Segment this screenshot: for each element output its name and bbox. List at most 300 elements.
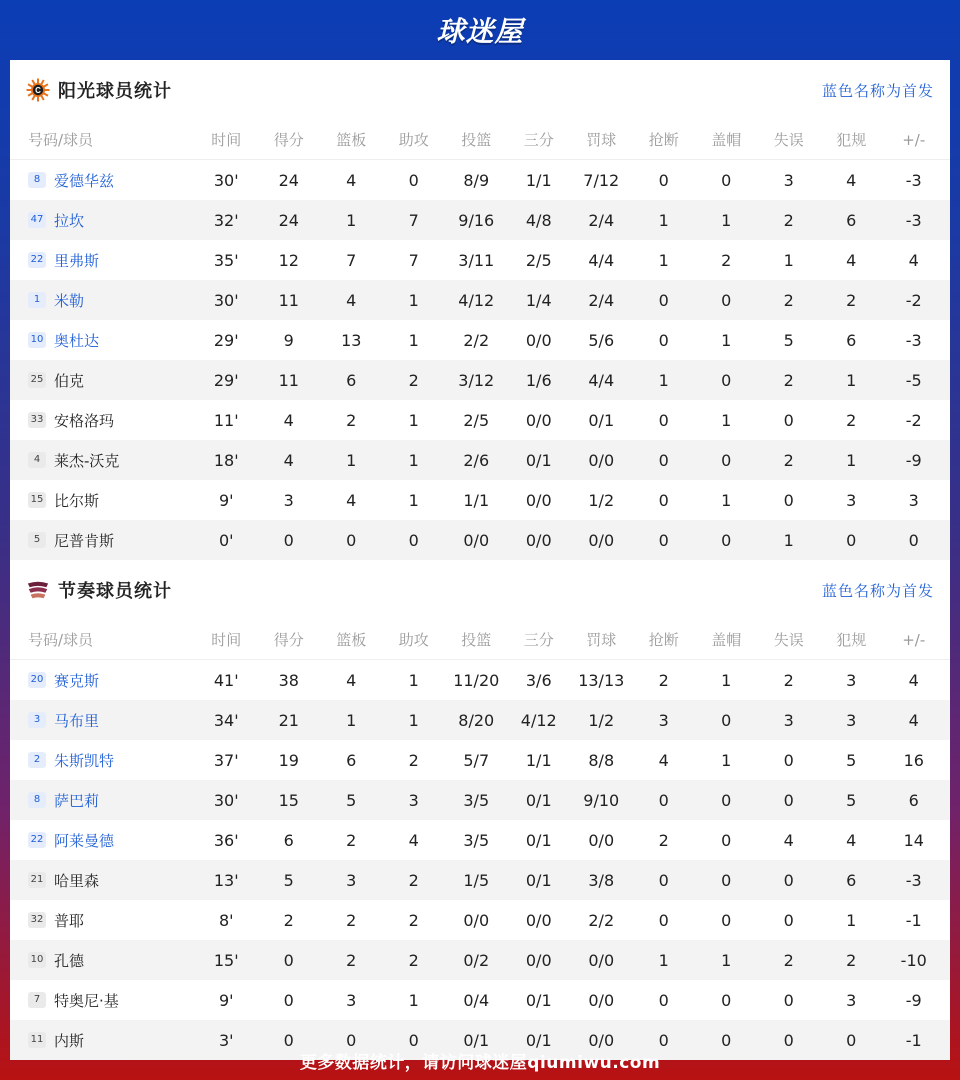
stat-cell: 0/1 bbox=[525, 830, 552, 850]
jersey-number: 11 bbox=[28, 1032, 46, 1048]
table-row bbox=[10, 940, 950, 980]
stat-cell: 1 bbox=[846, 370, 857, 390]
stat-cell: 13' bbox=[213, 870, 239, 890]
player-cell bbox=[10, 330, 195, 351]
column-header: 犯规 bbox=[836, 631, 867, 649]
jersey-number: 47 bbox=[28, 212, 46, 228]
stat-cell: 4 bbox=[283, 410, 294, 430]
stat-cell: 2 bbox=[783, 450, 794, 470]
stat-cell: 1 bbox=[346, 450, 357, 470]
stat-cell: 1 bbox=[408, 990, 419, 1010]
table-row bbox=[10, 520, 950, 560]
stat-cell: 0 bbox=[783, 870, 794, 890]
stat-cell: 1 bbox=[346, 210, 357, 230]
stat-cell: 1/1 bbox=[525, 170, 552, 190]
stat-cell: 24 bbox=[278, 170, 299, 190]
stat-cell: 19 bbox=[278, 750, 299, 770]
stat-cell: 6 bbox=[346, 370, 357, 390]
stat-cell: 1 bbox=[346, 710, 357, 730]
stat-cell: 3 bbox=[658, 710, 669, 730]
player-name: 特奥尼·基 bbox=[54, 991, 119, 1010]
jersey-number: 32 bbox=[28, 912, 46, 928]
stat-cell: 0 bbox=[721, 450, 732, 470]
column-header: +/- bbox=[902, 130, 926, 149]
stat-cell: 0 bbox=[721, 990, 732, 1010]
stat-cell: 1/2 bbox=[588, 710, 615, 730]
stat-cell: 2 bbox=[346, 950, 357, 970]
stat-cell: 13/13 bbox=[578, 670, 625, 690]
column-header: 得分 bbox=[273, 631, 304, 649]
player-cell bbox=[10, 830, 195, 851]
stat-cell: 4 bbox=[846, 250, 857, 270]
stat-cell: 2/5 bbox=[525, 250, 552, 270]
column-header: 投篮 bbox=[461, 131, 492, 149]
player-name[interactable]: 马布里 bbox=[54, 711, 100, 730]
stat-cell: 41' bbox=[213, 670, 239, 690]
stat-cell: 3 bbox=[846, 710, 857, 730]
stat-cell: 0 bbox=[658, 490, 669, 510]
player-name[interactable]: 萨巴莉 bbox=[54, 791, 100, 810]
stat-cell: 0/1 bbox=[525, 450, 552, 470]
stat-cell: 3 bbox=[908, 490, 919, 510]
stat-cell: -9 bbox=[905, 450, 922, 470]
stat-cell: 8/20 bbox=[458, 710, 495, 730]
table-header bbox=[10, 120, 950, 160]
stat-cell: 0 bbox=[846, 1030, 857, 1050]
stat-cell: 3 bbox=[846, 990, 857, 1010]
stat-cell: 2/4 bbox=[588, 290, 615, 310]
stat-cell: 0 bbox=[721, 1030, 732, 1050]
stat-cell: 0 bbox=[658, 330, 669, 350]
jersey-number: 33 bbox=[28, 412, 46, 428]
stat-cell: 4 bbox=[658, 750, 669, 770]
stat-cell: 9/16 bbox=[458, 210, 495, 230]
stat-cell: 0 bbox=[658, 990, 669, 1010]
column-header: 抢断 bbox=[648, 631, 679, 649]
footer-banner bbox=[0, 1040, 960, 1080]
stat-cell: 9/10 bbox=[583, 790, 620, 810]
table-row bbox=[10, 440, 950, 480]
stat-cell: 2 bbox=[846, 950, 857, 970]
stat-cell: 4/4 bbox=[588, 250, 615, 270]
stat-cell: -2 bbox=[905, 410, 922, 430]
stat-cell: 0 bbox=[283, 1030, 294, 1050]
stat-cell: 29' bbox=[213, 370, 239, 390]
stat-cell: -3 bbox=[905, 870, 922, 890]
stat-cell: 0/0 bbox=[525, 410, 552, 430]
stat-cell: 2/4 bbox=[588, 210, 615, 230]
stat-cell: 0 bbox=[658, 910, 669, 930]
stat-cell: 0 bbox=[846, 530, 857, 550]
stat-cell: 1 bbox=[783, 530, 794, 550]
stat-cell: 0/0 bbox=[525, 330, 552, 350]
stat-cell: 3/12 bbox=[458, 370, 495, 390]
stat-cell: 4/12 bbox=[458, 290, 495, 310]
table-row bbox=[10, 900, 950, 940]
stat-cell: 0/2 bbox=[463, 950, 490, 970]
stat-cell: 2/2 bbox=[588, 910, 615, 930]
starter-note: 蓝色名称为首发 bbox=[821, 81, 934, 100]
stat-cell: 30' bbox=[213, 790, 239, 810]
stat-cell: 2/5 bbox=[463, 410, 490, 430]
stat-cell: -3 bbox=[905, 170, 922, 190]
player-name: 哈里森 bbox=[54, 871, 100, 890]
stat-cell: 1 bbox=[721, 490, 732, 510]
stat-cell: 2 bbox=[721, 250, 732, 270]
stat-cell: -1 bbox=[905, 1030, 922, 1050]
column-header: 失误 bbox=[773, 131, 804, 149]
jersey-number: 22 bbox=[28, 252, 46, 268]
stat-cell: 4 bbox=[346, 170, 357, 190]
stat-cell: 0 bbox=[408, 170, 419, 190]
column-header: 盖帽 bbox=[711, 631, 742, 649]
jersey-number: 8 bbox=[28, 172, 46, 188]
stat-cell: 21 bbox=[278, 710, 299, 730]
player-name[interactable]: 奥杜达 bbox=[54, 331, 100, 350]
column-header: 罚球 bbox=[586, 631, 617, 649]
stat-cell: 0/0 bbox=[525, 910, 552, 930]
table-row bbox=[10, 860, 950, 900]
team-title: 阳光球员统计 bbox=[58, 81, 172, 102]
stat-cell: -5 bbox=[905, 370, 922, 390]
stat-cell: 0/0 bbox=[525, 950, 552, 970]
stat-cell: 2 bbox=[783, 210, 794, 230]
stat-cell: 0 bbox=[908, 530, 919, 550]
table-row bbox=[10, 200, 950, 240]
table-row bbox=[10, 700, 950, 740]
table-row bbox=[10, 780, 950, 820]
stat-cell: 4 bbox=[908, 670, 919, 690]
table-row bbox=[10, 240, 950, 280]
stat-cell: 7/12 bbox=[583, 170, 620, 190]
stat-cell: 3 bbox=[846, 490, 857, 510]
stat-cell: 29' bbox=[213, 330, 239, 350]
player-name[interactable]: 拉坎 bbox=[54, 211, 85, 230]
stat-cell: 11 bbox=[278, 370, 299, 390]
top-banner bbox=[0, 0, 960, 60]
stat-cell: 3' bbox=[218, 1030, 234, 1050]
brand-logo: 球迷屋 bbox=[436, 15, 524, 48]
player-cell bbox=[10, 290, 195, 311]
stat-cell: 0 bbox=[346, 1030, 357, 1050]
stat-cell: 3/11 bbox=[458, 250, 495, 270]
jersey-number: 15 bbox=[28, 492, 46, 508]
stat-cell: 1 bbox=[408, 410, 419, 430]
stat-cell: 1 bbox=[721, 950, 732, 970]
stat-cell: 36' bbox=[213, 830, 239, 850]
section-header bbox=[10, 60, 950, 120]
footer-text[interactable]: 更多数据统计，请访问球迷屋qiumiwu.com bbox=[299, 1052, 661, 1073]
table-row bbox=[10, 660, 950, 700]
stat-cell: 1 bbox=[408, 330, 419, 350]
column-header: 号码/球员 bbox=[28, 631, 94, 649]
stat-cell: 1 bbox=[721, 410, 732, 430]
stat-cell: 11 bbox=[278, 290, 299, 310]
stat-cell: 5 bbox=[846, 790, 857, 810]
stat-cell: 0 bbox=[783, 910, 794, 930]
stat-cell: 0/0 bbox=[525, 530, 552, 550]
stat-cell: 32' bbox=[213, 210, 239, 230]
stat-cell: 12 bbox=[278, 250, 299, 270]
starter-note: 蓝色名称为首发 bbox=[821, 581, 934, 600]
stat-cell: 11/20 bbox=[453, 670, 500, 690]
stat-cell: 0 bbox=[283, 990, 294, 1010]
table-row bbox=[10, 360, 950, 400]
stat-cell: 0 bbox=[721, 910, 732, 930]
stat-cell: 1 bbox=[658, 950, 669, 970]
stat-cell: 0/0 bbox=[588, 450, 615, 470]
stat-cell: 0 bbox=[658, 290, 669, 310]
stat-cell: 3/6 bbox=[525, 670, 552, 690]
stat-cell: 2/2 bbox=[463, 330, 490, 350]
stat-cell: 30' bbox=[213, 290, 239, 310]
player-cell bbox=[10, 410, 195, 431]
stat-cell: 1 bbox=[721, 750, 732, 770]
stat-cell: 0 bbox=[408, 1030, 419, 1050]
stat-cell: 0 bbox=[721, 870, 732, 890]
stat-cell: 2 bbox=[783, 670, 794, 690]
stat-cell: 2/6 bbox=[463, 450, 490, 470]
stat-cell: 5 bbox=[846, 750, 857, 770]
stat-cell: 0/0 bbox=[463, 530, 490, 550]
stat-cell: 2 bbox=[846, 290, 857, 310]
jersey-number: 10 bbox=[28, 332, 46, 348]
player-name[interactable]: 米勒 bbox=[54, 291, 85, 310]
stat-cell: 6 bbox=[846, 330, 857, 350]
stat-cell: -10 bbox=[900, 950, 927, 970]
stat-cell: 1/1 bbox=[463, 490, 490, 510]
stat-cell: 2 bbox=[283, 910, 294, 930]
stat-cell: 3 bbox=[783, 710, 794, 730]
stat-cell: 0/1 bbox=[588, 410, 615, 430]
player-cell bbox=[10, 790, 195, 811]
stat-cell: 2 bbox=[658, 830, 669, 850]
stat-cell: 2 bbox=[346, 410, 357, 430]
player-cell bbox=[10, 910, 195, 931]
column-header: 犯规 bbox=[836, 131, 867, 149]
stat-cell: 0 bbox=[783, 490, 794, 510]
stat-cell: -3 bbox=[905, 330, 922, 350]
stat-cell: 0 bbox=[408, 530, 419, 550]
stat-cell: 6 bbox=[846, 210, 857, 230]
stat-cell: 35' bbox=[213, 250, 239, 270]
player-cell bbox=[10, 710, 195, 731]
stat-cell: 1 bbox=[658, 210, 669, 230]
player-name[interactable]: 爱德华兹 bbox=[54, 171, 115, 190]
stat-cell: 0 bbox=[658, 410, 669, 430]
table-row bbox=[10, 160, 950, 200]
stat-cell: 18' bbox=[213, 450, 239, 470]
stat-cell: 0/1 bbox=[525, 1030, 552, 1050]
stat-cell: 0 bbox=[783, 750, 794, 770]
stat-cell: 2 bbox=[408, 370, 419, 390]
stat-cell: 2 bbox=[408, 950, 419, 970]
stat-cell: 6 bbox=[846, 870, 857, 890]
stat-cell: 4 bbox=[283, 450, 294, 470]
stat-cell: 9' bbox=[218, 990, 234, 1010]
stat-cell: 2 bbox=[408, 870, 419, 890]
stat-cell: 0 bbox=[658, 1030, 669, 1050]
stat-cell: 1 bbox=[721, 210, 732, 230]
stat-cell: 0/4 bbox=[463, 990, 490, 1010]
stat-cell: 0 bbox=[783, 1030, 794, 1050]
column-header: 助攻 bbox=[398, 631, 429, 649]
stat-cell: 0 bbox=[283, 950, 294, 970]
stat-cell: 0 bbox=[721, 170, 732, 190]
stat-cell: 5/7 bbox=[463, 750, 490, 770]
stat-cell: 0' bbox=[218, 530, 234, 550]
stat-cell: 6 bbox=[346, 750, 357, 770]
stat-cell: 0/1 bbox=[525, 990, 552, 1010]
player-cell bbox=[10, 170, 195, 191]
stat-cell: 3 bbox=[346, 870, 357, 890]
stat-cell: 3 bbox=[408, 790, 419, 810]
jersey-number: 20 bbox=[28, 672, 46, 688]
stat-cell: 3 bbox=[283, 490, 294, 510]
stat-cell: 5 bbox=[783, 330, 794, 350]
stat-cell: 1 bbox=[408, 490, 419, 510]
stat-cell: 5 bbox=[283, 870, 294, 890]
stat-cell: 4 bbox=[346, 290, 357, 310]
stat-cell: 5 bbox=[346, 790, 357, 810]
player-name: 孔德 bbox=[54, 951, 85, 970]
stat-cell: 34' bbox=[213, 710, 239, 730]
stat-cell: 7 bbox=[408, 210, 419, 230]
player-cell bbox=[10, 670, 195, 691]
stat-cell: 11' bbox=[213, 410, 239, 430]
player-name: 内斯 bbox=[54, 1031, 85, 1050]
stat-cell: 0 bbox=[721, 530, 732, 550]
stat-cell: 1 bbox=[846, 910, 857, 930]
stat-cell: 1 bbox=[408, 670, 419, 690]
player-name[interactable]: 赛克斯 bbox=[54, 671, 100, 690]
stat-cell: 2 bbox=[408, 910, 419, 930]
svg-text:C: C bbox=[35, 86, 41, 95]
stat-cell: 4 bbox=[783, 830, 794, 850]
column-header: 三分 bbox=[523, 631, 554, 649]
stat-cell: 4 bbox=[346, 670, 357, 690]
stat-cell: 14 bbox=[903, 830, 924, 850]
jersey-number: 5 bbox=[28, 532, 46, 548]
stat-cell: 0 bbox=[783, 990, 794, 1010]
stat-cell: 4 bbox=[846, 170, 857, 190]
table-header bbox=[10, 620, 950, 660]
stat-cell: 1/6 bbox=[525, 370, 552, 390]
player-name[interactable]: 里弗斯 bbox=[54, 251, 100, 270]
stat-cell: 0/0 bbox=[588, 990, 615, 1010]
column-header: 篮板 bbox=[336, 131, 367, 149]
stat-cell: 0/1 bbox=[525, 790, 552, 810]
table-row bbox=[10, 280, 950, 320]
stat-cell: 1 bbox=[658, 370, 669, 390]
player-name[interactable]: 朱斯凯特 bbox=[54, 751, 115, 770]
jersey-number: 10 bbox=[28, 952, 46, 968]
jersey-number: 2 bbox=[28, 752, 46, 768]
stat-cell: 0/0 bbox=[525, 490, 552, 510]
stat-cell: 4 bbox=[346, 490, 357, 510]
stat-cell: 8' bbox=[218, 910, 234, 930]
stat-cell: 4 bbox=[408, 830, 419, 850]
player-name: 莱杰-沃克 bbox=[54, 451, 120, 470]
stat-cell: 2 bbox=[346, 910, 357, 930]
player-cell bbox=[10, 530, 195, 551]
stat-cell: 0 bbox=[783, 410, 794, 430]
stat-cell: 2 bbox=[783, 370, 794, 390]
stat-cell: 4/8 bbox=[525, 210, 552, 230]
player-name: 比尔斯 bbox=[54, 491, 100, 510]
stat-cell: 0/1 bbox=[525, 870, 552, 890]
stat-cell: 3/5 bbox=[463, 790, 490, 810]
stat-cell: 0/0 bbox=[588, 950, 615, 970]
stat-cell: 0 bbox=[346, 530, 357, 550]
stat-cell: 16 bbox=[903, 750, 924, 770]
stat-cell: 2 bbox=[783, 290, 794, 310]
stat-cell: 6 bbox=[283, 830, 294, 850]
column-header: 助攻 bbox=[398, 131, 429, 149]
player-name: 伯克 bbox=[54, 371, 85, 390]
stat-cell: 7 bbox=[408, 250, 419, 270]
stat-cell: 2 bbox=[408, 750, 419, 770]
player-cell bbox=[10, 990, 195, 1011]
stat-cell: 1 bbox=[408, 290, 419, 310]
column-header: 失误 bbox=[773, 631, 804, 649]
stat-cell: 2 bbox=[346, 830, 357, 850]
stat-cell: 0 bbox=[721, 830, 732, 850]
stat-cell: 0/0 bbox=[588, 830, 615, 850]
stat-cell: 37' bbox=[213, 750, 239, 770]
stat-cell: 1/2 bbox=[588, 490, 615, 510]
stat-cell: 7 bbox=[346, 250, 357, 270]
stat-cell: -9 bbox=[905, 990, 922, 1010]
player-name: 尼普肯斯 bbox=[54, 531, 115, 550]
stat-cell: 1 bbox=[658, 250, 669, 270]
stat-cell: 30' bbox=[213, 170, 239, 190]
column-header: +/- bbox=[902, 630, 926, 649]
stat-cell: -2 bbox=[905, 290, 922, 310]
column-header: 投篮 bbox=[461, 631, 492, 649]
stat-cell: 5/6 bbox=[588, 330, 615, 350]
column-header: 盖帽 bbox=[711, 131, 742, 149]
stat-cell: 4 bbox=[908, 250, 919, 270]
column-header: 罚球 bbox=[586, 131, 617, 149]
player-cell bbox=[10, 750, 195, 771]
table-row bbox=[10, 740, 950, 780]
player-name[interactable]: 阿莱曼德 bbox=[54, 831, 115, 850]
stats-panel bbox=[10, 60, 950, 1050]
stat-cell: 0/0 bbox=[588, 1030, 615, 1050]
column-header: 三分 bbox=[523, 131, 554, 149]
team-section bbox=[10, 560, 950, 1060]
stat-cell: 15' bbox=[213, 950, 239, 970]
stat-cell: 0 bbox=[658, 790, 669, 810]
table-row bbox=[10, 820, 950, 860]
player-cell bbox=[10, 870, 195, 891]
stat-cell: 8/9 bbox=[463, 170, 490, 190]
stat-cell: 8/8 bbox=[588, 750, 615, 770]
section-header bbox=[10, 560, 950, 620]
stat-cell: 0 bbox=[658, 870, 669, 890]
table-row bbox=[10, 980, 950, 1020]
jersey-number: 22 bbox=[28, 832, 46, 848]
stat-cell: -1 bbox=[905, 910, 922, 930]
stat-cell: -3 bbox=[905, 210, 922, 230]
column-header: 得分 bbox=[273, 131, 304, 149]
player-name: 安格洛玛 bbox=[54, 411, 115, 430]
stat-cell: 0 bbox=[721, 290, 732, 310]
stat-cell: 0 bbox=[658, 170, 669, 190]
jersey-number: 1 bbox=[28, 292, 46, 308]
column-header: 抢断 bbox=[648, 131, 679, 149]
